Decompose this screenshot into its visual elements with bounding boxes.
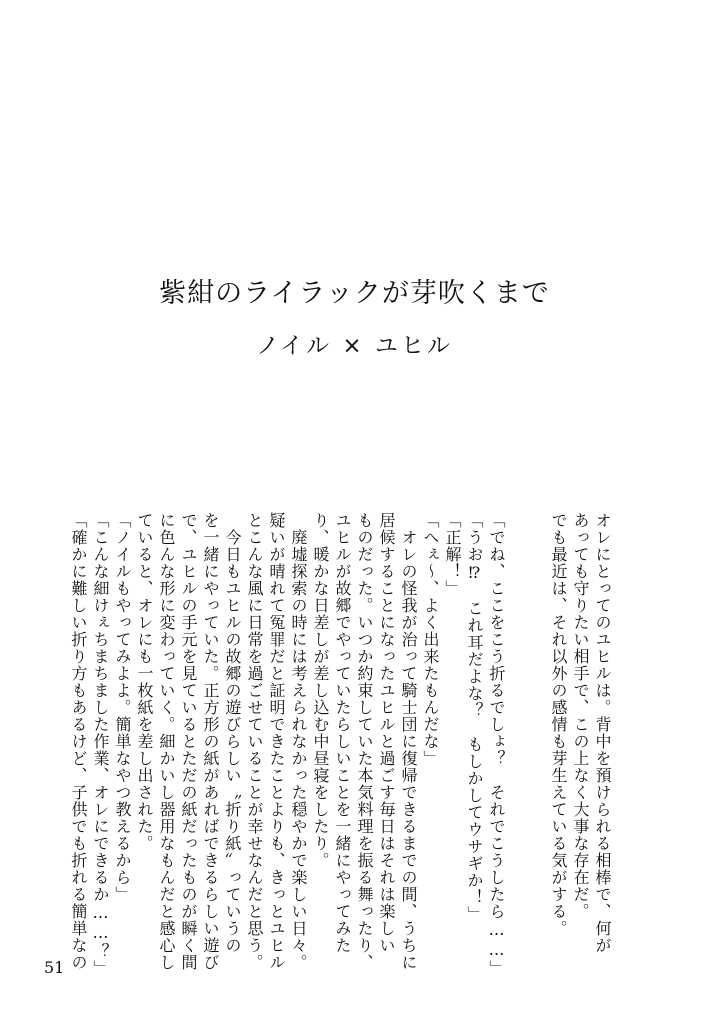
text-column: オレにとってのユヒルは。背中を預けられる相棒で、何が (593, 512, 612, 954)
text-column: 今日もユヒルの故郷の遊びらしい〝折り紙〟っていうの (223, 512, 242, 954)
story-title: 紫紺のライラックが芽吹くまで (159, 278, 550, 309)
text-column: ものだった。いつか約束していた本気料理を振る舞ったり、 (355, 512, 374, 971)
text-column: 「でね、ここをこう折るでしょ？ それでこうしたら……」 (487, 512, 506, 977)
text-column: り、暖かな日差しが差し込む中昼寝をしたり。 (311, 512, 330, 869)
text-column: 廃墟探索の時には考えられなかった穏やかで楽しい日々。 (289, 512, 308, 971)
text-column: 「確かに難しい折り方もあるけど、子供でも折れる簡単なの (69, 512, 88, 971)
text-column: を一緒にやっていた。正方形の紙があればできるらしい遊び (201, 512, 220, 971)
text-column: でも最近は、それ以外の感情も芽生えている気がする。 (549, 512, 568, 937)
text-column: あっても守りたい相手で、この上なく大事な存在だ。 (571, 512, 590, 920)
text-column: 「正解！」 (443, 512, 462, 597)
text-column: 居候することになったユヒルと過ごす毎日はそれは楽しい (377, 512, 396, 954)
text-column: 「へぇ～、よく出来たもんだな」 (421, 512, 440, 767)
text-column: ユヒルが故郷でやっていたらしいことを一緒にやってみた (333, 512, 352, 954)
text-column: 疑いが晴れて冤罪だと証明できたことよりも、きっとユヒル (267, 512, 286, 971)
text-column: オレの怪我が治って騎士団に復帰できるまでの間、うちに (399, 512, 418, 971)
text-column: とこんな風に日常を過ごせていることが幸せなんだと思う。 (245, 512, 264, 971)
text-column: で、ユヒルの手元を見ているとただの紙だったものが瞬く間 (179, 512, 198, 971)
text-column: 「こんな細けぇちまちました作業、オレにできるか……？」 (91, 512, 110, 977)
page-number: 51 (44, 958, 65, 977)
text-column: 「うお⁉ これ耳だよな？ もしかしてウサギか！」 (465, 512, 484, 923)
text-column: ていると、オレにも一枚紙を差し出された。 (135, 512, 154, 852)
text-column: 「ノイルもやってみよよ。簡単なやつ教えるから」 (113, 512, 132, 903)
character-pairing: ノイル × ユヒル (256, 333, 453, 359)
text-column: に色んな形に変わっていく。細かいし器用なもんだと感心し (157, 512, 176, 971)
